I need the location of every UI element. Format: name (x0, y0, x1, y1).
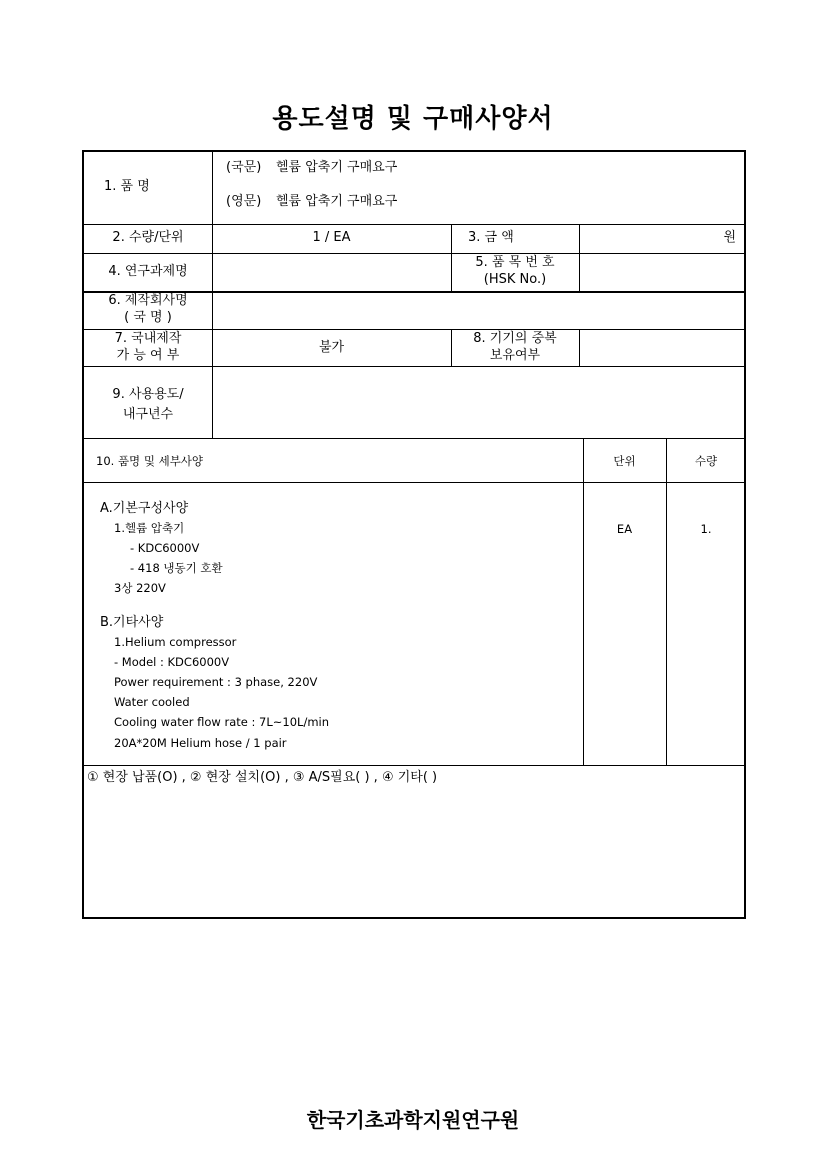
spec-line: 3상 220V (114, 581, 166, 595)
spec-form (82, 150, 746, 919)
duplicate-holding-label: 보유여부 (489, 348, 541, 363)
column-divider (583, 438, 584, 765)
row-divider (84, 438, 744, 439)
spec-line: - KDC6000V (130, 541, 200, 555)
service-life-label: 내구년수 (122, 407, 174, 422)
english-item-name: 헬륨 압축기 구매요구 (276, 194, 398, 209)
delivery-options: ① 현장 납품(O) , ② 현장 설치(O) , ③ A/S필요( ) , ④ 기타( ) (87, 770, 438, 785)
institution-name: 한국기초과학지원연구원 (306, 1108, 520, 1132)
spec-line: 20A*20M Helium hose / 1 pair (114, 736, 287, 750)
quantity-unit-label: 2. 수량/단위 (112, 230, 184, 245)
project-name-label: 4. 연구과제명 (108, 264, 188, 279)
quantity-unit-value: 1 / EA (312, 230, 351, 245)
section-a-title: A.기본구성사양 (100, 501, 189, 516)
usage-label: 9. 사용용도/ (112, 387, 184, 402)
column-divider (666, 438, 667, 765)
row-divider (84, 765, 744, 766)
amount-currency: 원 (723, 230, 736, 245)
item-name-label: 1. 품 명 (104, 179, 150, 194)
manufacturer-label: 6. 제작회사명 (108, 293, 188, 308)
row-divider (84, 224, 744, 225)
duplicate-equipment-label: 8. 기기의 중복 (473, 331, 557, 346)
column-divider (212, 152, 213, 438)
spec-line: - 418 냉동기 호환 (130, 561, 223, 575)
quantity-value: 1. (700, 522, 712, 536)
row-divider (84, 253, 744, 254)
english-prefix: (영문) (226, 194, 262, 209)
item-number-label: 5. 품 목 번 호 (475, 255, 555, 270)
domestic-availability-label: 가 능 여 부 (116, 348, 180, 363)
country-label: ( 국 명 ) (124, 310, 172, 325)
hsk-number-label: (HSK No.) (483, 272, 547, 287)
unit-value: EA (616, 522, 633, 536)
unit-header: 단위 (613, 454, 636, 468)
spec-line: - Model : KDC6000V (114, 655, 230, 669)
row-divider (84, 482, 744, 483)
row-divider (84, 329, 744, 330)
section-b-title: B.기타사양 (100, 615, 164, 630)
domestic-production-value: 불가 (318, 340, 345, 355)
specs-header: 10. 품명 및 세부사양 (96, 454, 204, 468)
spec-line: Cooling water flow rate : 7L~10L/min (114, 715, 330, 729)
korean-prefix: (국문) (226, 160, 262, 175)
domestic-production-label: 7. 국내제작 (114, 331, 182, 346)
column-divider (579, 224, 580, 291)
spec-line: 1.Helium compressor (114, 635, 237, 649)
row-divider (84, 366, 744, 367)
spec-line: 1.헬륨 압축기 (114, 521, 185, 535)
column-divider (579, 329, 580, 366)
korean-item-name: 헬륨 압축기 구매요구 (276, 160, 398, 175)
document-title: 용도설명 및 구매사양서 (272, 104, 554, 134)
spec-line: Power requirement : 3 phase, 220V (114, 675, 318, 689)
quantity-header: 수량 (694, 454, 718, 468)
amount-label: 3. 금 액 (468, 230, 514, 245)
spec-line: Water cooled (114, 695, 190, 709)
